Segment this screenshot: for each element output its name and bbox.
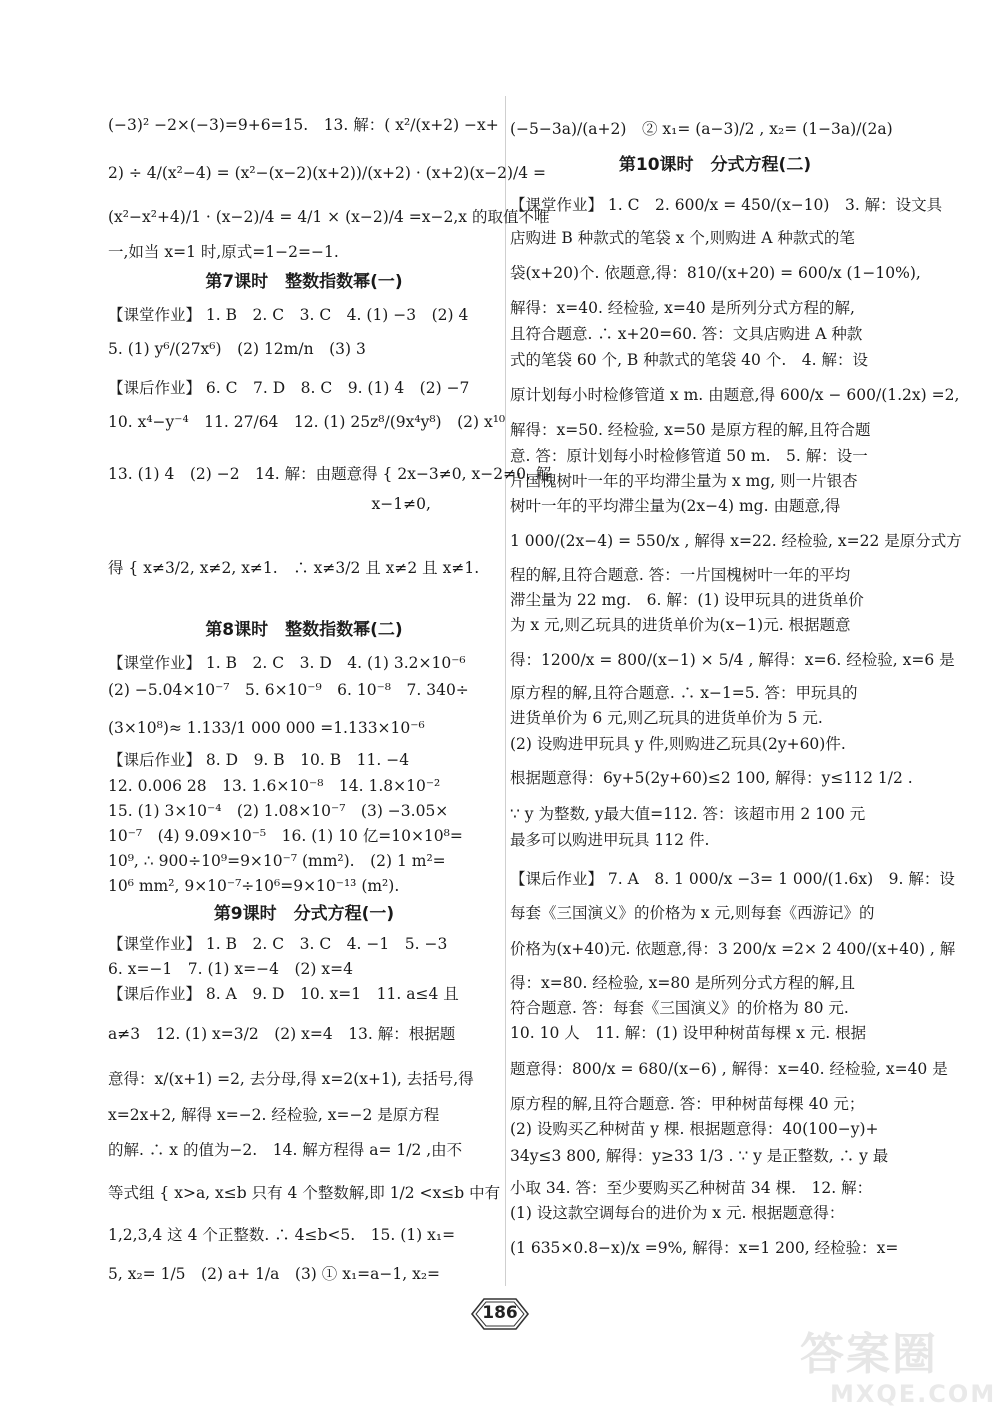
text-line: 10⁻⁷ (4) 9.09×10⁻⁵ 16. (1) 10 亿=10×10⁸= [108, 827, 463, 845]
text-line: 得：1200/x = 800/(x−1) × 5/4 , 解得：x=6. 经检验, x=6 是 [510, 651, 955, 669]
text-line: 2) ÷ 4/(x²−4) = (x²−(x−2)(x+2))/(x+2) · (x+2)(x−2)/4 = [108, 164, 547, 182]
text-line: 滞尘量为 22 mg. 6. 解：(1) 设甲玩具的进货单价 [510, 591, 864, 609]
watermark-main: 答案圈 [800, 1329, 938, 1380]
text-line: 【课堂作业】 1. B 2. C 3. C 4. −1 5. −3 [108, 935, 448, 953]
text-line: 程的解,且符合题意. 答：一片国槐树叶一年的平均 [510, 566, 851, 584]
text-line: 6. x=−1 7. (1) x=−4 (2) x=4 [108, 960, 353, 978]
text-line: 袋(x+20)个. 依题意,得：810/(x+20) = 600/x (1−10%), [510, 264, 921, 282]
text-line: x−1≠0, [108, 495, 431, 513]
text-line: 解得：x=40. 经检验, x=40 是所列分式方程的解, [510, 299, 855, 317]
text-line: 【课堂作业】 1. B 2. C 3. C 4. (1) −3 (2) 4 [108, 306, 469, 324]
text-line: (−3)² −2×(−3)=9+6=15. 13. 解：( x²/(x+2) −x+ [108, 116, 499, 134]
text-line: 12. 0.006 28 13. 1.6×10⁻⁸ 14. 1.8×10⁻² [108, 777, 441, 795]
text-line: 得 { x≠3/2, x≠2, x≠1. ∴ x≠3/2 且 x≠2 且 x≠1. [108, 559, 480, 577]
text-line: 片国槐树叶一年的平均滞尘量为 x mg, 则一片银杏 [510, 472, 858, 490]
section-title: 第7课时 整数指数幂(一) [205, 272, 403, 292]
text-line: 每套《三国演义》的价格为 x 元,则每套《西游记》的 [510, 904, 875, 922]
text-line: (1) 设这款空调每台的进价为 x 元. 根据题意得： [510, 1204, 845, 1222]
text-line: 【课堂作业】 1. C 2. 600/x = 450/(x−10) 3. 解：设文具 [510, 196, 943, 214]
text-line: (3×10⁸)≈ 1.133/1 000 000 =1.133×10⁻⁶ [108, 719, 425, 737]
text-line: (1 635×0.8−x)/x =9%, 解得：x=1 200, 经检验：x= [510, 1239, 899, 1257]
text-line: 原方程的解,且符合题意. ∴ x−1=5. 答：甲玩具的 [510, 684, 858, 702]
text-line: ∵ y 为整数, y最大值=112. 答：该超市用 2 100 元 [510, 805, 866, 823]
text-line: 【课后作业】 6. C 7. D 8. C 9. (1) 4 (2) −7 [108, 379, 470, 397]
text-line: 得：x=80. 经检验, x=80 是所列分式方程的解,且 [510, 974, 855, 992]
page-number [470, 1297, 530, 1331]
text-line: a≠3 12. (1) x=3/2 (2) x=4 13. 解：根据题 [108, 1025, 456, 1043]
text-line: 10⁶ mm², 9×10⁻⁷÷10⁶=9×10⁻¹³ (m²). [108, 877, 400, 895]
text-line: 【课后作业】 8. D 9. B 10. B 11. −4 [108, 751, 410, 769]
text-line: 10. 10 人 11. 解：(1) 设甲种树苗每棵 x 元. 根据 [510, 1024, 867, 1042]
text-line: 【课后作业】 7. A 8. 1 000/x −3= 1 000/(1.6x) 9. 解：设 [510, 870, 955, 888]
text-line: x=2x+2, 解得 x=−2. 经检验, x=−2 是原方程 [108, 1106, 440, 1124]
text-line: (2) 设购进甲玩具 y 件,则购进乙玩具(2y+60)件. [510, 735, 846, 753]
text-line: 树叶一年的平均滞尘量为(2x−4) mg. 由题意,得 [510, 497, 841, 515]
text-line: 最多可以购进甲玩具 112 件. [510, 831, 710, 849]
text-line: 34y≤3 800, 解得：y≥33 1/3 . ∵ y 是正整数, ∴ y 最 [510, 1147, 889, 1165]
text-line: 价格为(x+40)元. 依题意,得：3 200/x =2× 2 400/(x+40) , 解 [510, 940, 956, 958]
text-line: 1,2,3,4 这 4 个正整数. ∴ 4≤b<5. 15. (1) x₁= [108, 1226, 456, 1244]
text-line: 一,如当 x=1 时,原式=1−2=−1. [108, 243, 339, 261]
text-line: 1 000/(2x−4) = 550/x , 解得 x=22. 经检验, x=22 是原分式方 [510, 532, 962, 550]
page-number-text: 186 [482, 1303, 518, 1323]
text-line: 解得：x=50. 经检验, x=50 是原方程的解,且符合题 [510, 421, 871, 439]
text-line: 意. 答：原计划每小时检修管道 50 m. 5. 解：设一 [510, 447, 868, 465]
text-line: 为 x 元,则乙玩具的进货单价为(x−1)元. 根据题意 [510, 616, 851, 634]
text-line: 符合题意. 答：每套《三国演义》的价格为 80 元. [510, 999, 849, 1017]
text-line: 5, x₂= 1/5 (2) a+ 1/a (3) ① x₁=a−1, x₂= [108, 1265, 441, 1283]
text-line: 原计划每小时检修管道 x m. 由题意,得 600/x − 600/(1.2x) =2, [510, 386, 960, 404]
text-line: 题意得：800/x = 680/(x−6) , 解得：x=40. 经检验, x=40 是 [510, 1060, 948, 1078]
text-line: (−5−3a)/(a+2) ② x₁= (a−3)/2 , x₂= (1−3a)/(2a) [510, 120, 893, 138]
text-line: 式的笔袋 60 个, B 种款式的笔袋 40 个. 4. 解：设 [510, 351, 868, 369]
text-line: 进货单价为 6 元,则乙玩具的进货单价为 5 元. [510, 709, 823, 727]
text-line: 【课后作业】 8. A 9. D 10. x=1 11. a≤4 且 [108, 985, 459, 1003]
watermark-logo [800, 1318, 997, 1413]
text-line: 且符合题意. ∴ x+20=60. 答：文具店购进 A 种款 [510, 325, 863, 343]
section-title: 第10课时 分式方程(二) [618, 155, 812, 175]
text-line: 原方程的解,且符合题意. 答：甲种树苗每棵 40 元； [510, 1095, 865, 1113]
text-line: 【课堂作业】 1. B 2. C 3. D 4. (1) 3.2×10⁻⁶ [108, 654, 466, 672]
text-line: 店购进 B 种款式的笔袋 x 个,则购进 A 种款式的笔 [510, 229, 855, 247]
text-line: 5. (1) y⁶/(27x⁶) (2) 12m/n (3) 3 [108, 340, 366, 358]
watermark-domain: MXQE.COM [830, 1380, 997, 1408]
section-title: 第8课时 整数指数幂(二) [205, 620, 403, 640]
text-line: 根据题意得：6y+5(2y+60)≤2 100, 解得：y≤112 1/2 . [510, 769, 913, 787]
text-line: 10⁹, ∴ 900÷10⁹=9×10⁻⁷ (mm²). (2) 1 m²= [108, 852, 446, 870]
text-line: (x²−x²+4)/1 · (x−2)/4 = 4/1 × (x−2)/4 =x−2,x 的取值不唯 [108, 208, 550, 226]
text-line: 小取 34. 答：至少要购买乙种树苗 34 棵. 12. 解： [510, 1179, 873, 1197]
text-line: (2) 设购买乙种树苗 y 棵. 根据题意得：40(100−y)+ [510, 1120, 879, 1138]
section-title: 第9课时 分式方程(一) [213, 904, 395, 924]
column-divider [505, 96, 506, 1286]
text-line: 意得：x/(x+1) =2, 去分母,得 x=2(x+1), 去括号,得 [108, 1070, 474, 1088]
text-line: 13. (1) 4 (2) −2 14. 解：由题意得 { 2x−3≠0, x−2≠0, 解 [108, 465, 552, 483]
text-line: 15. (1) 3×10⁻⁴ (2) 1.08×10⁻⁷ (3) −3.05× [108, 802, 449, 820]
text-line: 10. x⁴−y⁻⁴ 11. 27/64 12. (1) 25z⁸/(9x⁴y⁸) (2) x¹⁰ [108, 413, 506, 431]
text-line: 的解. ∴ x 的值为−2. 14. 解方程得 a= 1/2 ,由不 [108, 1141, 463, 1159]
text-line: (2) −5.04×10⁻⁷ 5. 6×10⁻⁹ 6. 10⁻⁸ 7. 340÷ [108, 681, 469, 699]
text-line: 等式组 { x>a, x≤b 只有 4 个整数解,即 1/2 <x≤b 中有 [108, 1184, 501, 1202]
